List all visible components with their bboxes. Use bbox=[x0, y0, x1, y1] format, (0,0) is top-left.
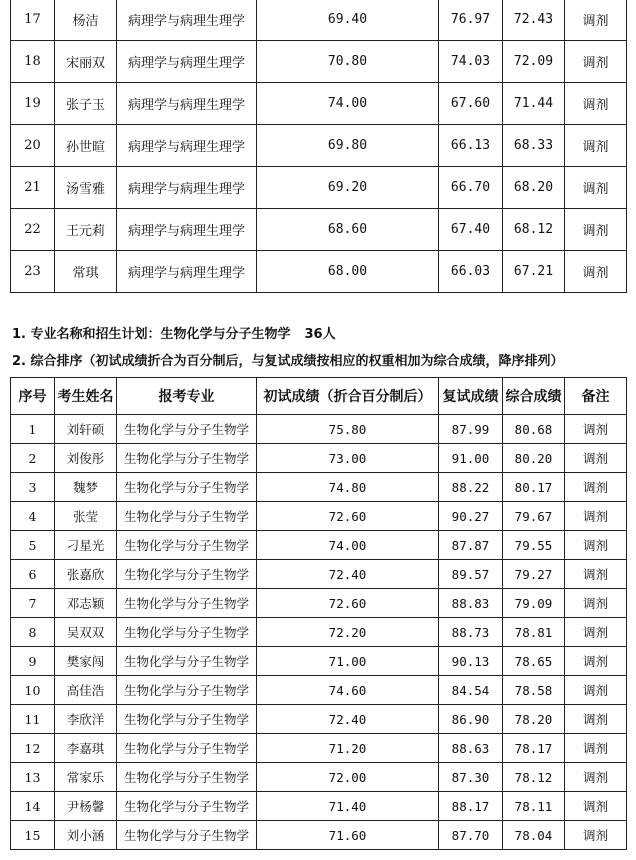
table-row bbox=[11, 125, 627, 167]
cell-note: 调剂 bbox=[565, 821, 627, 850]
cell-name: 汤雪雅 bbox=[55, 167, 117, 209]
cell-no: 12 bbox=[11, 734, 55, 763]
table-row bbox=[11, 705, 627, 734]
cell-total-score: 79.27 bbox=[503, 560, 565, 589]
cell-major: 病理学与病理生理学 bbox=[117, 41, 257, 83]
cell-retest-score: 66.03 bbox=[439, 251, 503, 293]
cell-retest-score: 86.90 bbox=[439, 705, 503, 734]
header-no: 序号 bbox=[11, 378, 55, 415]
header-total-score: 综合成绩 bbox=[503, 378, 565, 415]
table-row bbox=[11, 647, 627, 676]
cell-retest-score: 87.30 bbox=[439, 763, 503, 792]
cell-initial-score: 72.20 bbox=[257, 618, 439, 647]
cell-note: 调剂 bbox=[565, 209, 627, 251]
cell-total-score: 78.04 bbox=[503, 821, 565, 850]
cell-retest-score: 91.00 bbox=[439, 444, 503, 473]
table-row bbox=[11, 502, 627, 531]
table-header-row bbox=[11, 378, 627, 415]
cell-no: 19 bbox=[11, 83, 55, 125]
cell-initial-score: 72.00 bbox=[257, 763, 439, 792]
cell-retest-score: 88.17 bbox=[439, 792, 503, 821]
cell-retest-score: 87.99 bbox=[439, 415, 503, 444]
cell-note: 调剂 bbox=[565, 763, 627, 792]
cell-name: 杨洁 bbox=[55, 0, 117, 41]
cell-name: 刁星光 bbox=[55, 531, 117, 560]
cell-retest-score: 90.27 bbox=[439, 502, 503, 531]
cell-retest-score: 88.63 bbox=[439, 734, 503, 763]
cell-name: 尹杨馨 bbox=[55, 792, 117, 821]
cell-major: 生物化学与分子生物学 bbox=[117, 821, 257, 850]
table-row bbox=[11, 589, 627, 618]
table-row bbox=[11, 0, 627, 41]
cell-total-score: 78.17 bbox=[503, 734, 565, 763]
cell-retest-score: 74.03 bbox=[439, 41, 503, 83]
cell-major: 病理学与病理生理学 bbox=[117, 209, 257, 251]
cell-no: 15 bbox=[11, 821, 55, 850]
cell-major: 生物化学与分子生物学 bbox=[117, 705, 257, 734]
cell-note: 调剂 bbox=[565, 415, 627, 444]
header-initial-score: 初试成绩（折合百分制后） bbox=[257, 378, 439, 415]
cell-major: 生物化学与分子生物学 bbox=[117, 647, 257, 676]
cell-total-score: 78.65 bbox=[503, 647, 565, 676]
cell-total-score: 80.20 bbox=[503, 444, 565, 473]
cell-retest-score: 76.97 bbox=[439, 0, 503, 41]
section-heading-ranking-rule: 2. 综合排序（初试成绩折合为百分制后，与复试成绩按相应的权重相加为综合成绩，降序排列） bbox=[12, 354, 564, 369]
cell-total-score: 79.55 bbox=[503, 531, 565, 560]
cell-note: 调剂 bbox=[565, 444, 627, 473]
cell-initial-score: 69.40 bbox=[257, 0, 439, 41]
cell-initial-score: 74.80 bbox=[257, 473, 439, 502]
cell-total-score: 78.58 bbox=[503, 676, 565, 705]
cell-note: 调剂 bbox=[565, 167, 627, 209]
cell-name: 常家乐 bbox=[55, 763, 117, 792]
cell-total-score: 68.20 bbox=[503, 167, 565, 209]
cell-total-score: 78.12 bbox=[503, 763, 565, 792]
cell-retest-score: 89.57 bbox=[439, 560, 503, 589]
cell-no: 6 bbox=[11, 560, 55, 589]
cell-note: 调剂 bbox=[565, 589, 627, 618]
cell-no: 20 bbox=[11, 125, 55, 167]
cell-note: 调剂 bbox=[565, 83, 627, 125]
cell-initial-score: 74.00 bbox=[257, 83, 439, 125]
header-major: 报考专业 bbox=[117, 378, 257, 415]
cell-major: 生物化学与分子生物学 bbox=[117, 415, 257, 444]
cell-name: 邓志颖 bbox=[55, 589, 117, 618]
cell-note: 调剂 bbox=[565, 41, 627, 83]
cell-name: 张莹 bbox=[55, 502, 117, 531]
cell-total-score: 80.68 bbox=[503, 415, 565, 444]
table-row bbox=[11, 821, 627, 850]
cell-no: 8 bbox=[11, 618, 55, 647]
cell-name: 吴双双 bbox=[55, 618, 117, 647]
cell-initial-score: 69.80 bbox=[257, 125, 439, 167]
section-heading-major-plan bbox=[12, 323, 336, 342]
cell-retest-score: 67.60 bbox=[439, 83, 503, 125]
cell-no: 11 bbox=[11, 705, 55, 734]
cell-major: 生物化学与分子生物学 bbox=[117, 792, 257, 821]
table-row bbox=[11, 209, 627, 251]
cell-note: 调剂 bbox=[565, 647, 627, 676]
cell-no: 18 bbox=[11, 41, 55, 83]
cell-total-score: 80.17 bbox=[503, 473, 565, 502]
cell-initial-score: 71.20 bbox=[257, 734, 439, 763]
table-row bbox=[11, 560, 627, 589]
cell-major: 生物化学与分子生物学 bbox=[117, 618, 257, 647]
table-row bbox=[11, 531, 627, 560]
cell-retest-score: 87.70 bbox=[439, 821, 503, 850]
cell-major: 病理学与病理生理学 bbox=[117, 167, 257, 209]
score-table-biochemistry-body bbox=[11, 415, 627, 850]
cell-retest-score: 87.87 bbox=[439, 531, 503, 560]
cell-name: 李欣洋 bbox=[55, 705, 117, 734]
cell-major: 病理学与病理生理学 bbox=[117, 0, 257, 41]
cell-initial-score: 72.60 bbox=[257, 502, 439, 531]
cell-initial-score: 74.00 bbox=[257, 531, 439, 560]
cell-major: 生物化学与分子生物学 bbox=[117, 676, 257, 705]
cell-total-score: 78.20 bbox=[503, 705, 565, 734]
cell-total-score: 78.11 bbox=[503, 792, 565, 821]
cell-note: 调剂 bbox=[565, 618, 627, 647]
table-row bbox=[11, 792, 627, 821]
cell-major: 生物化学与分子生物学 bbox=[117, 560, 257, 589]
cell-initial-score: 74.60 bbox=[257, 676, 439, 705]
cell-retest-score: 88.22 bbox=[439, 473, 503, 502]
cell-major: 生物化学与分子生物学 bbox=[117, 473, 257, 502]
cell-note: 调剂 bbox=[565, 502, 627, 531]
cell-total-score: 79.67 bbox=[503, 502, 565, 531]
header-retest-score: 复试成绩 bbox=[439, 378, 503, 415]
cell-name: 刘小涵 bbox=[55, 821, 117, 850]
cell-total-score: 71.44 bbox=[503, 83, 565, 125]
cell-initial-score: 71.00 bbox=[257, 647, 439, 676]
cell-major: 生物化学与分子生物学 bbox=[117, 589, 257, 618]
cell-initial-score: 71.40 bbox=[257, 792, 439, 821]
cell-note: 调剂 bbox=[565, 705, 627, 734]
cell-no: 1 bbox=[11, 415, 55, 444]
cell-no: 9 bbox=[11, 647, 55, 676]
cell-initial-score: 72.40 bbox=[257, 560, 439, 589]
cell-total-score: 72.43 bbox=[503, 0, 565, 41]
cell-initial-score: 75.80 bbox=[257, 415, 439, 444]
cell-initial-score: 69.20 bbox=[257, 167, 439, 209]
cell-major: 生物化学与分子生物学 bbox=[117, 763, 257, 792]
cell-total-score: 68.33 bbox=[503, 125, 565, 167]
cell-name: 宋丽双 bbox=[55, 41, 117, 83]
cell-no: 7 bbox=[11, 589, 55, 618]
table-row bbox=[11, 734, 627, 763]
table-row bbox=[11, 83, 627, 125]
cell-no: 22 bbox=[11, 209, 55, 251]
cell-initial-score: 72.60 bbox=[257, 589, 439, 618]
cell-initial-score: 70.80 bbox=[257, 41, 439, 83]
score-table-biochemistry bbox=[10, 377, 627, 850]
cell-no: 10 bbox=[11, 676, 55, 705]
table-row bbox=[11, 41, 627, 83]
cell-retest-score: 66.70 bbox=[439, 167, 503, 209]
cell-retest-score: 88.83 bbox=[439, 589, 503, 618]
cell-name: 樊家闯 bbox=[55, 647, 117, 676]
table-row bbox=[11, 251, 627, 293]
cell-retest-score: 84.54 bbox=[439, 676, 503, 705]
cell-note: 调剂 bbox=[565, 792, 627, 821]
table-row bbox=[11, 618, 627, 647]
cell-no: 13 bbox=[11, 763, 55, 792]
cell-major: 生物化学与分子生物学 bbox=[117, 502, 257, 531]
cell-name: 李嘉琪 bbox=[55, 734, 117, 763]
cell-retest-score: 66.13 bbox=[439, 125, 503, 167]
cell-name: 刘俊彤 bbox=[55, 444, 117, 473]
header-name: 考生姓名 bbox=[55, 378, 117, 415]
cell-major: 病理学与病理生理学 bbox=[117, 251, 257, 293]
cell-name: 张子玉 bbox=[55, 83, 117, 125]
cell-note: 调剂 bbox=[565, 251, 627, 293]
cell-no: 5 bbox=[11, 531, 55, 560]
cell-initial-score: 73.00 bbox=[257, 444, 439, 473]
cell-no: 23 bbox=[11, 251, 55, 293]
cell-name: 常琪 bbox=[55, 251, 117, 293]
cell-major: 病理学与病理生理学 bbox=[117, 83, 257, 125]
cell-name: 张嘉欣 bbox=[55, 560, 117, 589]
cell-note: 调剂 bbox=[565, 125, 627, 167]
cell-retest-score: 88.73 bbox=[439, 618, 503, 647]
cell-name: 高佳浩 bbox=[55, 676, 117, 705]
major-plan-label: 1. 专业名称和招生计划：生物化学与分子生物学 bbox=[12, 327, 291, 342]
cell-no: 21 bbox=[11, 167, 55, 209]
cell-initial-score: 68.60 bbox=[257, 209, 439, 251]
score-table-pathology bbox=[10, 0, 627, 293]
cell-initial-score: 71.60 bbox=[257, 821, 439, 850]
score-table-pathology-body bbox=[11, 0, 627, 293]
cell-no: 17 bbox=[11, 0, 55, 41]
cell-no: 14 bbox=[11, 792, 55, 821]
cell-major: 生物化学与分子生物学 bbox=[117, 531, 257, 560]
table-row bbox=[11, 444, 627, 473]
cell-no: 4 bbox=[11, 502, 55, 531]
table-row bbox=[11, 473, 627, 502]
cell-note: 调剂 bbox=[565, 560, 627, 589]
header-note: 备注 bbox=[565, 378, 627, 415]
cell-retest-score: 90.13 bbox=[439, 647, 503, 676]
cell-note: 调剂 bbox=[565, 473, 627, 502]
cell-no: 2 bbox=[11, 444, 55, 473]
cell-name: 魏梦 bbox=[55, 473, 117, 502]
cell-total-score: 78.81 bbox=[503, 618, 565, 647]
cell-major: 生物化学与分子生物学 bbox=[117, 444, 257, 473]
cell-major: 病理学与病理生理学 bbox=[117, 125, 257, 167]
cell-note: 调剂 bbox=[565, 734, 627, 763]
table-row bbox=[11, 415, 627, 444]
cell-retest-score: 67.40 bbox=[439, 209, 503, 251]
cell-note: 调剂 bbox=[565, 676, 627, 705]
cell-total-score: 79.09 bbox=[503, 589, 565, 618]
cell-total-score: 68.12 bbox=[503, 209, 565, 251]
cell-no: 3 bbox=[11, 473, 55, 502]
table-row bbox=[11, 167, 627, 209]
cell-name: 王元莉 bbox=[55, 209, 117, 251]
cell-major: 生物化学与分子生物学 bbox=[117, 734, 257, 763]
cell-name: 刘轩硕 bbox=[55, 415, 117, 444]
cell-total-score: 72.09 bbox=[503, 41, 565, 83]
table-row bbox=[11, 763, 627, 792]
cell-name: 孙世暄 bbox=[55, 125, 117, 167]
cell-initial-score: 68.00 bbox=[257, 251, 439, 293]
enrollment-plan-count: 36人 bbox=[304, 327, 336, 342]
cell-note: 调剂 bbox=[565, 0, 627, 41]
cell-total-score: 67.21 bbox=[503, 251, 565, 293]
cell-note: 调剂 bbox=[565, 531, 627, 560]
cell-initial-score: 72.40 bbox=[257, 705, 439, 734]
table-row bbox=[11, 676, 627, 705]
